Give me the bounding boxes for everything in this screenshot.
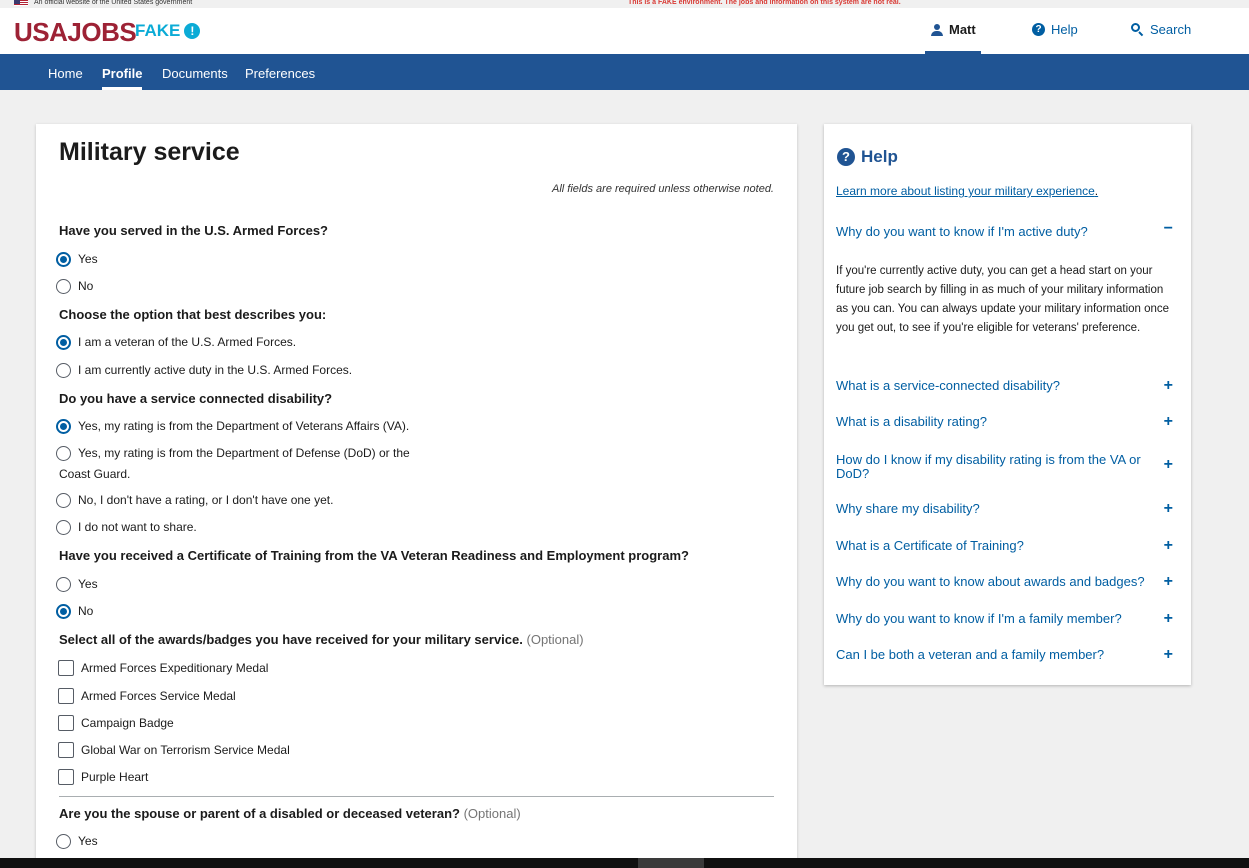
radio-button[interactable] <box>56 335 71 350</box>
radio-button[interactable] <box>56 252 71 267</box>
accordion-active-duty[interactable]: Why do you want to know if I'm active duty? − <box>836 220 1173 239</box>
accordion-veteran-and-family[interactable]: Can I be both a veteran and a family member? + <box>836 646 1173 663</box>
radio-button[interactable] <box>56 834 71 849</box>
nav-profile[interactable]: Profile <box>102 66 143 81</box>
taskbar-item[interactable] <box>638 858 704 868</box>
accordion-awards[interactable]: Why do you want to know about awards and badges? + <box>836 573 1173 590</box>
fake-environment-warning: This is a FAKE environment. The jobs and information on this system are not real. <box>628 0 901 6</box>
radio-certificate-no[interactable]: No <box>56 604 93 619</box>
accordion-service-connected[interactable]: What is a service-connected disability? + <box>836 377 1173 394</box>
info-icon[interactable]: ! <box>184 23 200 39</box>
search-label: Search <box>1150 22 1192 37</box>
checkbox-purple-heart[interactable]: Purple Heart <box>58 769 148 785</box>
checkbox[interactable] <box>58 742 74 758</box>
radio-disability-dod-cont: Coast Guard. <box>59 467 131 481</box>
plus-icon[interactable]: + <box>1163 500 1173 517</box>
checkbox[interactable] <box>58 769 74 785</box>
checkbox-service-medal[interactable]: Armed Forces Service Medal <box>58 688 236 704</box>
page-title: Military service <box>59 138 240 166</box>
checkbox[interactable] <box>58 688 74 704</box>
radio-button[interactable] <box>56 419 71 434</box>
accordion-family-member[interactable]: Why do you want to know if I'm a family member? + <box>836 610 1173 627</box>
plus-icon[interactable]: + <box>1163 413 1173 430</box>
radio-button[interactable] <box>56 520 71 535</box>
plus-icon[interactable]: + <box>1163 646 1173 663</box>
question-spouse-parent: Are you the spouse or parent of a disabled or deceased veteran? (Optional) <box>59 806 521 821</box>
radio-active-duty[interactable]: I am currently active duty in the U.S. Armed Forces. <box>56 363 352 378</box>
site-header <box>0 8 1249 54</box>
question-served: Have you served in the U.S. Armed Forces? <box>59 223 328 238</box>
main-nav <box>0 54 1249 90</box>
radio-disability-no-share[interactable]: I do not want to share. <box>56 520 197 535</box>
help-label: Help <box>1051 22 1078 37</box>
checkbox-campaign-badge[interactable]: Campaign Badge <box>58 715 174 731</box>
question-disability: Do you have a service connected disability? <box>59 391 333 406</box>
taskbar <box>0 858 1249 868</box>
radio-disability-dod[interactable]: Yes, my rating is from the Department of Defense (DoD) or the <box>56 446 410 461</box>
military-service-form <box>36 124 797 868</box>
question-certificate: Have you received a Certificate of Training from the VA Veteran Readiness and Employment program? <box>59 548 689 563</box>
question-describes-you: Choose the option that best describes you: <box>59 307 327 322</box>
help-panel <box>824 124 1191 685</box>
radio-disability-va[interactable]: Yes, my rating is from the Department of Veterans Affairs (VA). <box>56 419 409 434</box>
accordion-va-or-dod[interactable]: How do I know if my disability rating is from the VA or DoD? + <box>836 452 1173 481</box>
question-circle-icon: ? <box>837 148 855 166</box>
user-name: Matt <box>949 22 976 37</box>
plus-icon[interactable]: + <box>1163 537 1173 554</box>
divider <box>59 796 774 797</box>
accordion-certificate[interactable]: What is a Certificate of Training? + <box>836 537 1173 554</box>
accordion-disability-rating[interactable]: What is a disability rating? + <box>836 413 1173 430</box>
question-awards: Select all of the awards/badges you have received for your military service. (Optional) <box>59 632 584 647</box>
nav-documents[interactable]: Documents <box>162 66 228 81</box>
usajobs-logo[interactable]: USAJOBS <box>14 17 137 47</box>
radio-button[interactable] <box>56 279 71 294</box>
help-link[interactable] <box>1032 22 1078 37</box>
checkbox[interactable] <box>58 715 74 731</box>
radio-button[interactable] <box>56 363 71 378</box>
nav-home[interactable]: Home <box>48 66 83 81</box>
us-flag-icon <box>14 0 28 6</box>
radio-disability-none[interactable]: No, I don't have a rating, or I don't have one yet. <box>56 493 333 508</box>
plus-icon[interactable]: + <box>1163 377 1173 394</box>
question-circle-icon: ? <box>1032 23 1045 36</box>
gov-banner-text: An official website of the United States government <box>34 0 193 6</box>
user-menu[interactable] <box>931 22 976 37</box>
radio-button[interactable] <box>56 577 71 592</box>
accordion-active-duty-content: If you're currently active duty, you can get a head start on your future job search by filling in as much of your military information as you can. You can always update your military information once you get out, to see if you're eligible for veterans' preference. <box>836 265 1170 334</box>
accordion-share-disability[interactable]: Why share my disability? + <box>836 500 1173 517</box>
radio-button[interactable] <box>56 446 71 461</box>
plus-icon[interactable]: + <box>1163 610 1173 627</box>
checkbox-gwot-medal[interactable]: Global War on Terrorism Service Medal <box>58 742 290 758</box>
minus-icon[interactable]: − <box>1163 220 1173 237</box>
fake-tag-label: FAKE <box>135 21 181 40</box>
search-link[interactable] <box>1131 22 1191 37</box>
radio-button[interactable] <box>56 604 71 619</box>
radio-veteran[interactable]: I am a veteran of the U.S. Armed Forces. <box>56 335 296 350</box>
required-note: All fields are required unless otherwise noted. <box>552 183 774 195</box>
checkbox[interactable] <box>58 660 74 676</box>
radio-served-no[interactable]: No <box>56 279 93 294</box>
radio-spouse-yes[interactable]: Yes <box>56 834 98 849</box>
fake-tag <box>135 21 200 41</box>
user-icon <box>931 24 943 36</box>
gov-banner <box>0 0 1249 8</box>
plus-icon[interactable]: + <box>1163 573 1173 590</box>
radio-served-yes[interactable]: Yes <box>56 252 98 267</box>
radio-certificate-yes[interactable]: Yes <box>56 577 98 592</box>
search-icon <box>1131 23 1144 36</box>
checkbox-expeditionary-medal[interactable]: Armed Forces Expeditionary Medal <box>58 660 268 676</box>
radio-button[interactable] <box>56 493 71 508</box>
nav-preferences[interactable]: Preferences <box>245 66 316 81</box>
plus-icon[interactable]: + <box>1163 456 1173 473</box>
help-title: ? Help <box>837 147 898 167</box>
military-experience-link[interactable]: Learn more about listing your military experience. <box>836 184 1099 198</box>
